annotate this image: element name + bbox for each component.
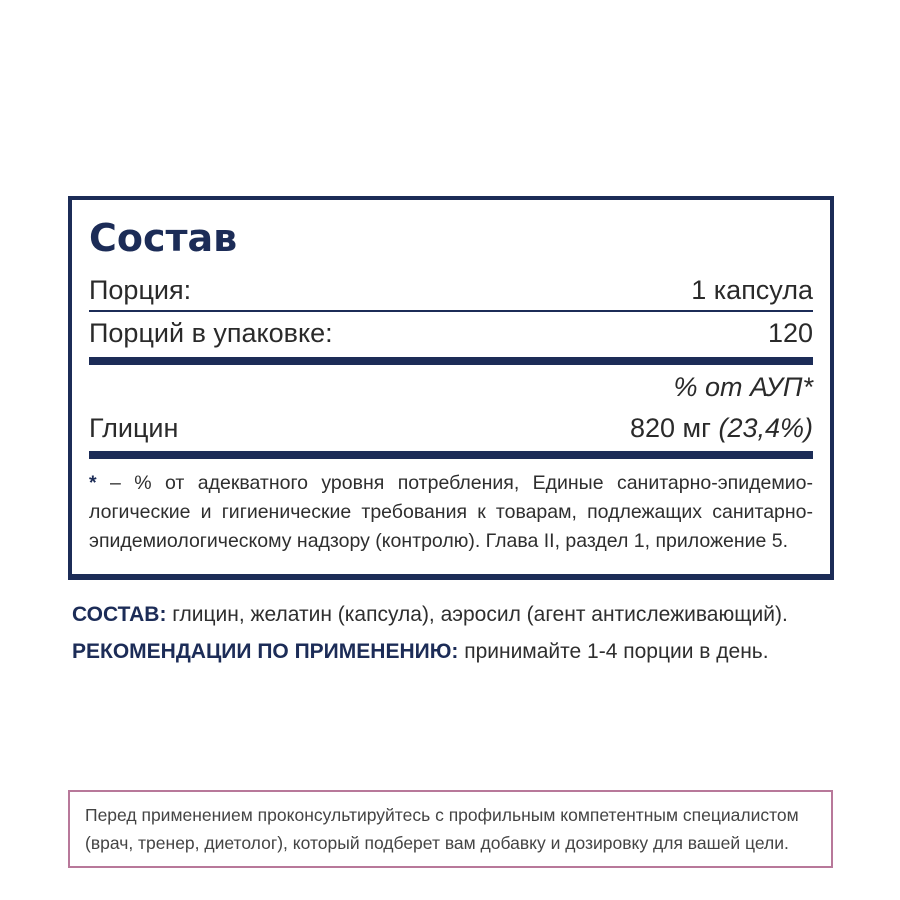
supplement-facts-panel <box>68 196 834 580</box>
recommendation-line <box>72 633 852 670</box>
facts-title: Состав <box>89 216 238 260</box>
servings-per-container-label: Порций в упаковке: <box>89 318 333 348</box>
footnote-star: * <box>89 472 97 494</box>
servings-per-container-row <box>89 313 813 353</box>
footnote <box>89 469 813 556</box>
recommendation-label: РЕКОМЕНДАЦИИ ПО ПРИМЕНЕНИЮ: <box>72 640 459 663</box>
daily-value-header: % от АУП* <box>673 372 813 402</box>
consultation-warning-text: Перед применением проконсультируйтесь с профильным компетентным специалистом (врач, тренер, диетолог), который подберет вам добавку и дозировку для вашей цели. <box>85 805 799 853</box>
footnote-text: – % от адекватного уровня потребления, Единые санитарно-эпидемиологические и гигиенические требования к товарам, подлежащих санитарно-эпидемиологическому надзору (контролю). Глава II, раздел 1, приложение 5. <box>89 472 813 552</box>
composition-label: СОСТАВ: <box>72 603 167 626</box>
ingredient-percent: (23,4%) <box>718 413 813 443</box>
ingredient-amount-group <box>630 409 813 447</box>
divider-thick-bottom <box>89 451 813 459</box>
daily-value-header-row <box>89 365 813 409</box>
divider-thick <box>89 357 813 365</box>
product-info <box>72 596 852 670</box>
composition-text: глицин, желатин (капсула), аэросил (агент антислеживающий). <box>166 603 788 626</box>
divider-thin <box>89 310 813 312</box>
recommendation-text: принимайте 1-4 порции в день. <box>458 640 769 663</box>
consultation-warning-box <box>68 790 833 868</box>
serving-size-label: Порция: <box>89 275 192 305</box>
ingredient-name: Глицин <box>89 413 179 443</box>
ingredient-row <box>89 409 813 447</box>
serving-size-row <box>89 272 813 308</box>
servings-per-container-value: 120 <box>767 318 813 348</box>
ingredient-amount: 820 мг <box>629 413 711 443</box>
serving-size-value: 1 капсула <box>691 275 813 305</box>
composition-line <box>72 596 852 633</box>
